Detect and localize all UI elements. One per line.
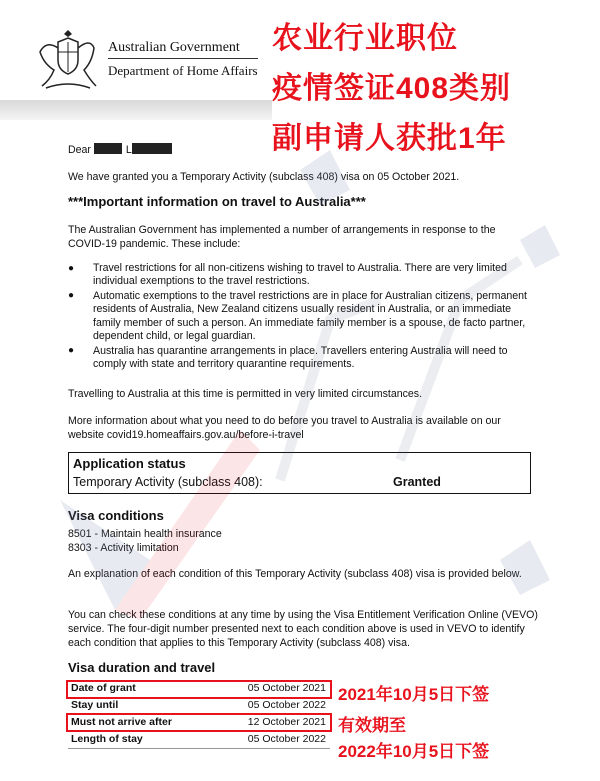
- department-name: Department of Home Affairs: [108, 63, 258, 78]
- grant-sentence: We have granted you a Temporary Activity (subclass 408) visa on 05 October 2021.: [68, 171, 460, 183]
- intro-paragraph: The Australian Government has implemented a number of arrangements in response to the COVID-19 pandemic. These include:: [68, 224, 496, 250]
- row-value: 12 October 2021: [247, 716, 326, 728]
- condition-item-2: 8303 - Activity limitation: [68, 542, 179, 554]
- travel-line: Travelling to Australia at this time is permitted in very limited circumstances.: [68, 388, 423, 400]
- row-label: Length of stay: [71, 733, 143, 745]
- duration-row-length-of-stay: [68, 731, 330, 749]
- visa-duration-title: Visa duration and travel: [68, 660, 216, 675]
- condition-item-1: 8501 - Maintain health insurance: [68, 528, 222, 540]
- bullet-item-2: Automatic exemptions to the travel restrictions are in place for Australian citizens, permanent residents of Australia, New Zealand citizens usually resident in Australia, or an immediate family member of such a person. An immediate family member is a spouse, de facto partner, dependent child, or legal guardian.: [93, 290, 527, 343]
- bullet-dot: ●: [68, 345, 75, 356]
- highlight-box-must-not-arrive: [66, 713, 332, 732]
- row-label: Date of grant: [71, 682, 136, 694]
- bullet-item-3: Australia has quarantine arrangements in place. Travellers entering Australia will need to comply with state and territory quarantine requirements.: [93, 345, 508, 371]
- header-rule: [108, 58, 258, 59]
- overlay-line-1: 农业行业职位: [272, 22, 458, 55]
- application-status-title: Application status: [73, 456, 186, 471]
- row-label: Must not arrive after: [71, 716, 172, 728]
- application-status-box: [68, 452, 531, 494]
- salutation: Dear L: [68, 143, 172, 157]
- visa-conditions-title: Visa conditions: [68, 508, 164, 523]
- row-label: Stay until: [71, 699, 119, 711]
- government-name: Australian Government: [108, 40, 240, 55]
- overlay-line-2: 疫情签证408类别: [272, 72, 512, 105]
- bullet-item-1: Travel restrictions for all non-citizens wishing to travel to Australia. There are very limited individual exemptions to the travel restrictions.: [93, 262, 507, 288]
- row-value: 05 October 2022: [247, 733, 326, 745]
- vevo-paragraph: You can check these conditions at any time by using the Visa Entitlement Verification Online (VEVO) service. The four-digit number presented next to each condition above is used in VEVO to identify each condition that applies to this Temporary Activity (subclass 408) visa.: [68, 609, 538, 649]
- status-badge: Granted: [393, 475, 441, 489]
- row-value: 05 October 2022: [247, 699, 326, 711]
- row-value: 05 October 2021: [247, 682, 326, 694]
- highlight-box-date-of-grant: [66, 680, 332, 699]
- overlay-line-3: 副申请人获批1年: [272, 122, 507, 155]
- header-band: [0, 100, 272, 120]
- validity-annotation: 有效期至: [338, 716, 406, 735]
- more-info-paragraph: More information about what you need to do before you travel to Australia is available on our website covid19.homeaffairs.gov.au/before-i-travel: [68, 415, 501, 441]
- coat-of-arms-icon: [32, 30, 104, 92]
- redacted-name: [94, 143, 122, 154]
- grant-date-annotation: 2021年10月5日下签: [338, 685, 490, 704]
- bullet-dot: ●: [68, 290, 75, 301]
- validity-date-annotation: 2022年10月5日下签: [338, 742, 490, 761]
- conditions-explanation: An explanation of each condition of this Temporary Activity (subclass 408) visa is provided below.: [68, 568, 522, 580]
- visa-type-label: Temporary Activity (subclass 408):: [73, 475, 263, 489]
- important-heading: ***Important information on travel to Australia***: [68, 194, 366, 209]
- bullet-dot: ●: [68, 263, 75, 274]
- salutation-text: Dear: [68, 144, 91, 156]
- redacted-surname: [132, 143, 172, 154]
